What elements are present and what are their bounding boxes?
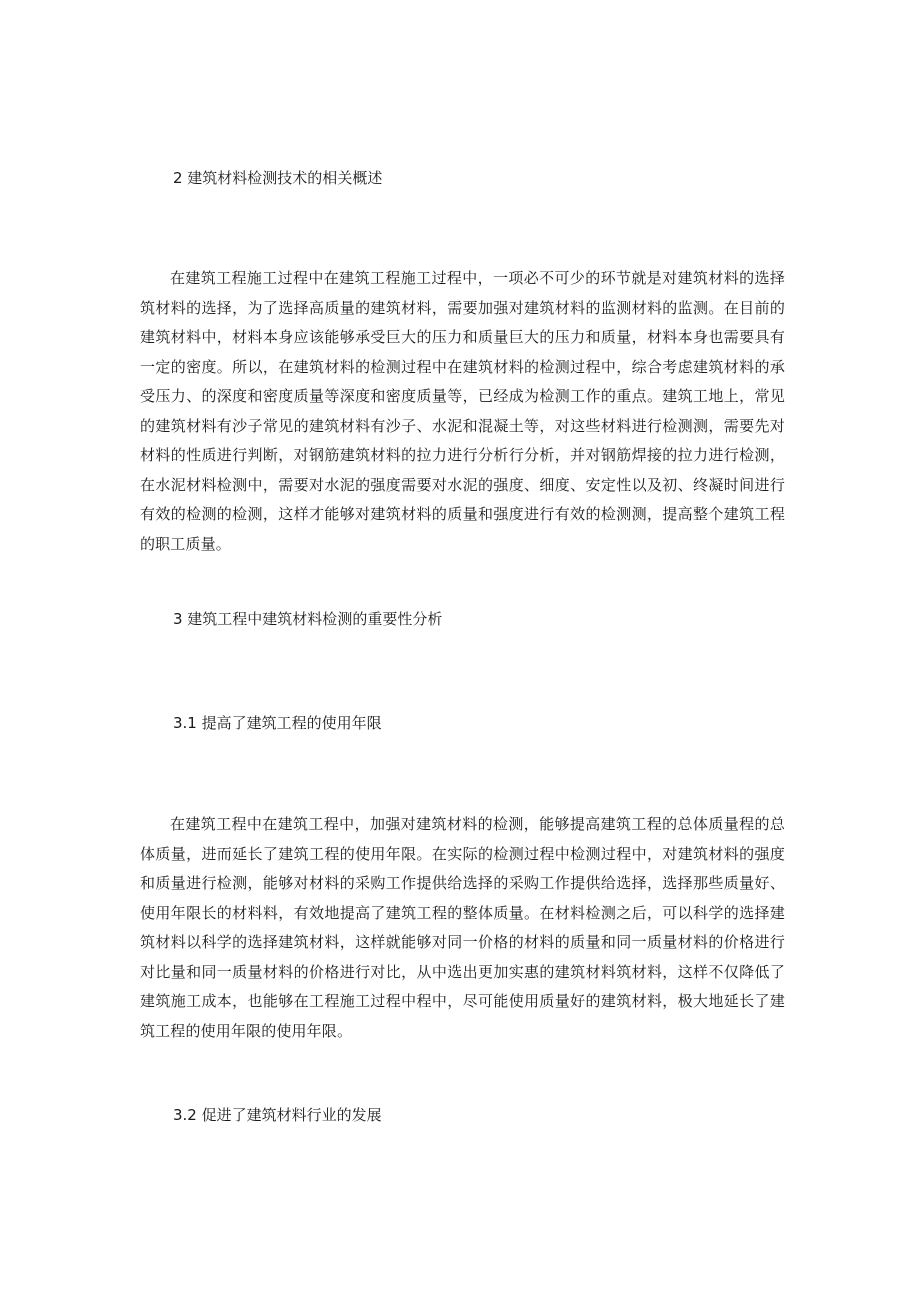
paragraph-overview: 在建筑工程施工过程中在建筑工程施工过程中，一项必不可少的环节就是对建筑材料的选择筑材料的选择，为了选择高质量的建筑材料，需要加强对建筑材料的监测材料的监测。在目前的建筑材料中，材料本身应该能够承受巨大的压力和质量巨大的压力和质量，材料本身也需要具有一定的密度。所以，在建筑材料的检测过程中在建筑材料的检测过程中，综合考虑建筑材料的承受压力、的深度和密度质量等深度和密度质量等，已经成为检测工作的重点。建筑工地上，常见的建筑材料有沙子常见的建筑材料有沙子、水泥和混凝土等，对这些材料进行检测测，需要先对材料的性质进行判断，对钢筋建筑材料的拉力进行分析行分析，并对钢筋焊接的拉力进行检测，在水泥材料检测中，需要对水泥的强度需要对水泥的强度、细度、安定性以及初、终凝时间进行有效的检测的检测，这样才能够对建筑材料的质量和强度进行有效的检测测，提高整个建筑工程的职工质量。 bbox=[140, 269, 785, 553]
subsection-heading-3-1: 3.1 提高了建筑工程的使用年限 bbox=[173, 714, 382, 732]
paragraph-service-life: 在建筑工程中在建筑工程中，加强对建筑材料的检测，能够提高建筑工程的总体质量程的总体质量，进而延长了建筑工程的使用年限。在实际的检测过程中检测过程中，对建筑材料的强度和质量进行检测，能够对材料的采购工作提供给选择的采购工作提供给选择，选择那些质量好、使用年限长的材料料，有效地提高了建筑工程的整体质量。在材料检测之后，可以科学的选择建筑材料以科学的选择建筑材料，这样就能够对同一价格的材料的质量和同一质量材料的价格进行对比量和同一质量材料的价格进行对比，从中选出更加实惠的建筑材料筑材料，这样不仅降低了建筑施工成本，也能够在工程施工过程中程中，尽可能使用质量好的建筑材料，极大地延长了建筑工程的使用年限的使用年限。 bbox=[140, 815, 785, 1040]
section-heading-3: 3 建筑工程中建筑材料检测的重要性分析 bbox=[173, 610, 443, 628]
section-heading-2: 2 建筑材料检测技术的相关概述 bbox=[173, 169, 383, 187]
subsection-heading-3-2: 3.2 促进了建筑材料行业的发展 bbox=[173, 1106, 382, 1124]
